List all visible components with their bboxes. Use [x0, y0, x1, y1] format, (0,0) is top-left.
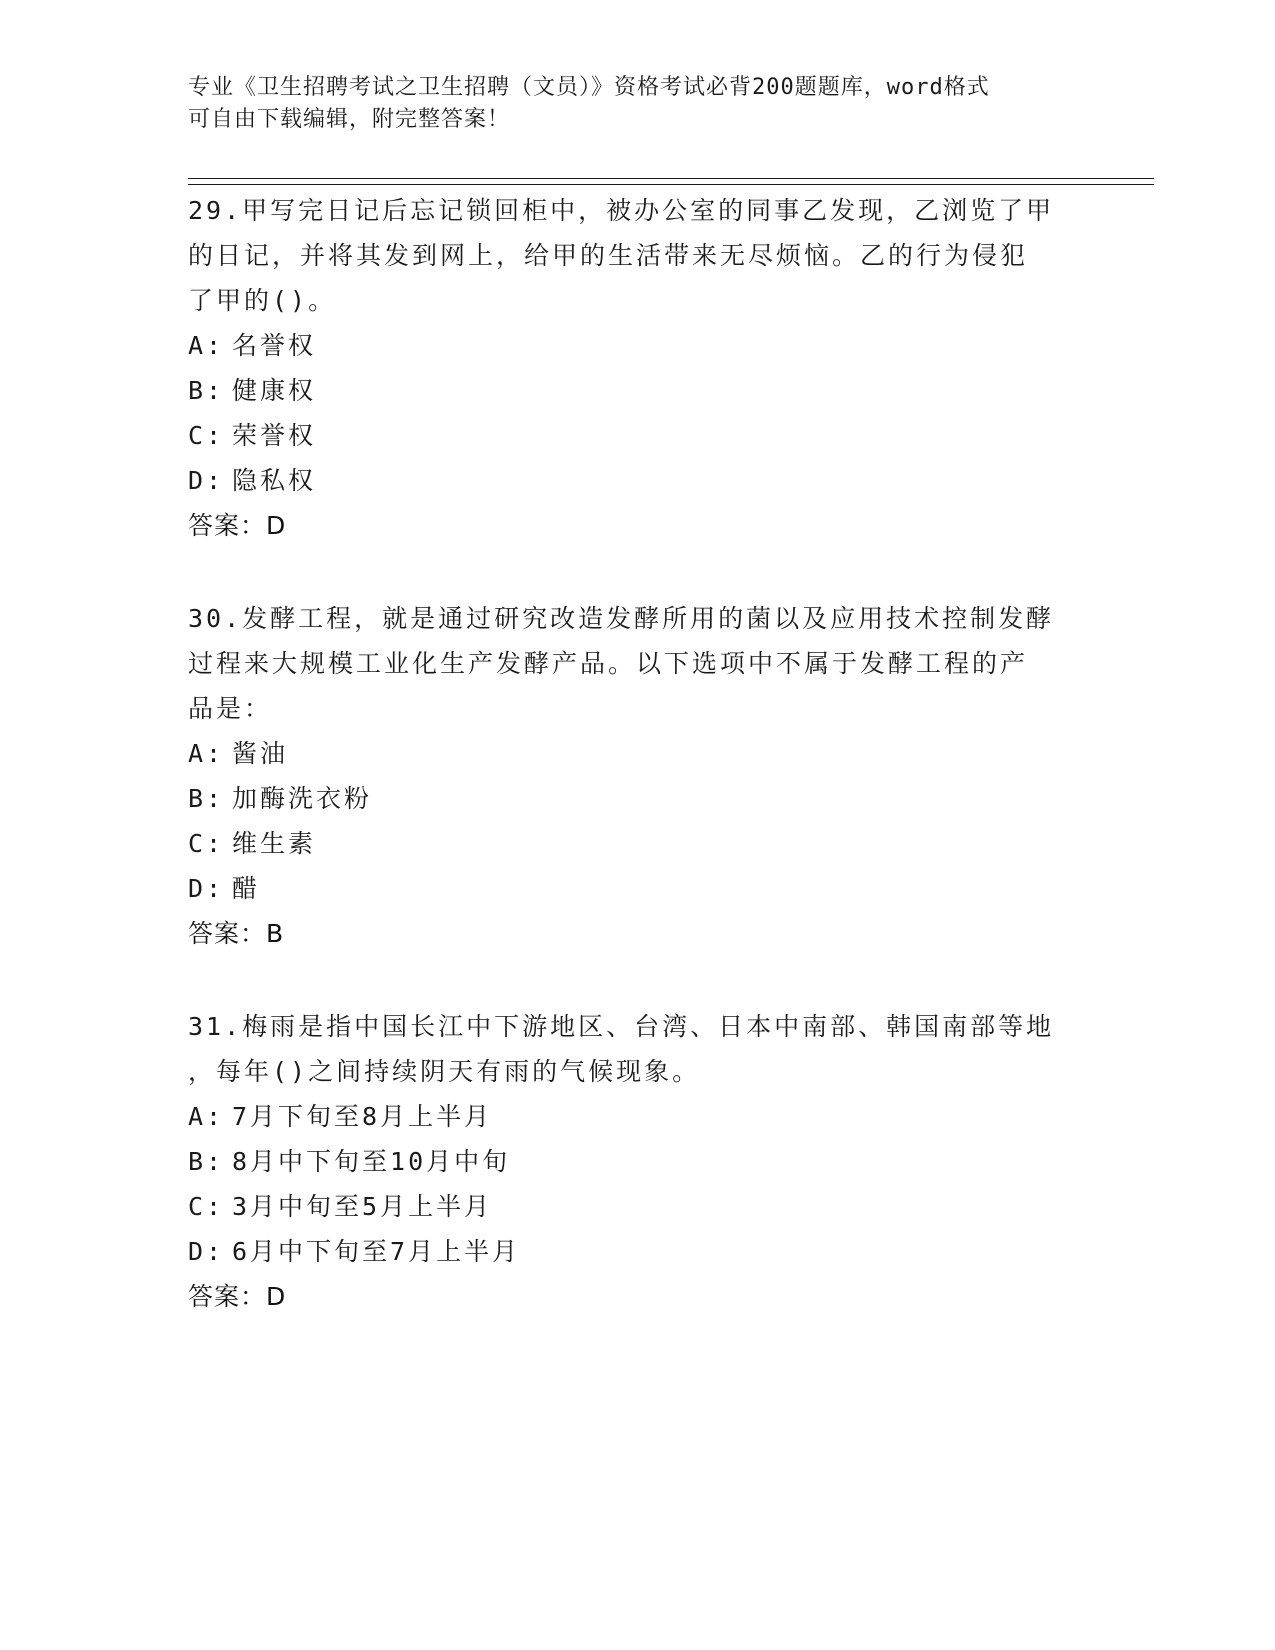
option-key: B:: [188, 784, 225, 813]
option-text: 酱油: [232, 739, 289, 768]
option-d: [188, 1229, 1078, 1274]
option-c: [188, 413, 1078, 458]
stem-line: 品是：: [188, 694, 273, 723]
header-divider-bottom: [188, 184, 1154, 185]
option-text: 隐私权: [232, 466, 317, 495]
stem-line: 30.发酵工程，就是通过研究改造发酵所用的菌以及应用技术控制发酵: [188, 604, 1055, 633]
option-b: [188, 776, 1078, 821]
option-key: C:: [188, 421, 225, 450]
stem-line: 了甲的()。: [188, 286, 337, 315]
header-divider-top: [188, 178, 1154, 179]
option-key: A:: [188, 1102, 225, 1131]
option-key: B:: [188, 376, 225, 405]
answer-line: 答案：D: [188, 511, 287, 540]
option-a: [188, 1094, 1078, 1139]
stem-line: 29.甲写完日记后忘记锁回柜中，被办公室的同事乙发现，乙浏览了甲: [188, 196, 1055, 225]
option-text: 荣誉权: [232, 421, 317, 450]
option-text: 7月下旬至8月上半月: [232, 1102, 493, 1131]
option-text: 6月中下旬至7月上半月: [232, 1237, 521, 1266]
option-text: 3月中旬至5月上半月: [232, 1192, 493, 1221]
option-text: 醋: [232, 874, 261, 903]
stem-line: 的日记，并将其发到网上，给甲的生活带来无尽烦恼。乙的行为侵犯: [188, 241, 1029, 270]
question-29: [188, 188, 1078, 549]
stem-line: 31.梅雨是指中国长江中下游地区、台湾、日本中南部、韩国南部等地: [188, 1012, 1055, 1041]
option-text: 加酶洗衣粉: [232, 784, 373, 813]
option-b: [188, 368, 1078, 413]
option-a: [188, 731, 1078, 776]
header-line-2: 可自由下载编辑，附完整答案！: [188, 107, 511, 132]
option-b: [188, 1139, 1078, 1184]
option-text: 维生素: [232, 829, 317, 858]
option-c: [188, 821, 1078, 866]
option-key: C:: [188, 1192, 225, 1221]
option-c: [188, 1184, 1078, 1229]
question-stem: [188, 1004, 1078, 1094]
question-31: [188, 1004, 1078, 1320]
document-header: [188, 72, 1068, 136]
header-line-1: 专业《卫生招聘考试之卫生招聘（文员）》资格考试必背200题题库，word格式: [188, 75, 990, 100]
answer-line: 答案：B: [188, 919, 285, 948]
question-stem: [188, 596, 1078, 731]
option-key: B:: [188, 1147, 225, 1176]
option-key: C:: [188, 829, 225, 858]
question-30: [188, 596, 1078, 957]
option-text: 8月中下旬至10月中旬: [232, 1147, 511, 1176]
stem-line: 过程来大规模工业化生产发酵产品。以下选项中不属于发酵工程的产: [188, 649, 1029, 678]
option-text: 健康权: [232, 376, 317, 405]
option-d: [188, 866, 1078, 911]
option-key: D:: [188, 466, 225, 495]
stem-line: ，每年()之间持续阴天有雨的气候现象。: [188, 1057, 701, 1086]
option-d: [188, 458, 1078, 503]
option-key: D:: [188, 1237, 225, 1266]
option-text: 名誉权: [232, 331, 317, 360]
question-stem: [188, 188, 1078, 323]
option-key: A:: [188, 331, 225, 360]
option-key: A:: [188, 739, 225, 768]
option-key: D:: [188, 874, 225, 903]
option-a: [188, 323, 1078, 368]
answer-line: 答案：D: [188, 1282, 287, 1311]
